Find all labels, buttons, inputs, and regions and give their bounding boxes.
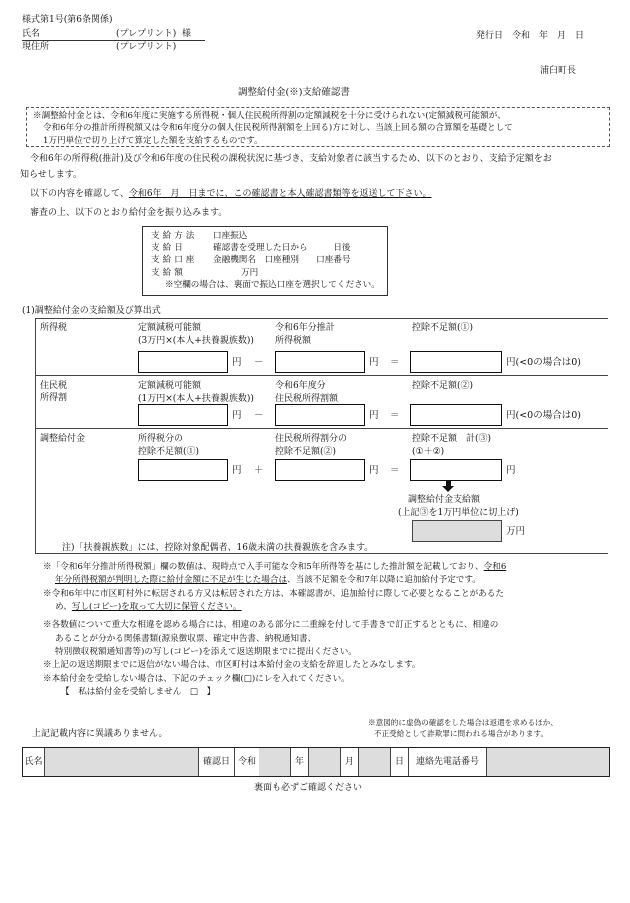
footer-note: 裏面も必ずご確認ください <box>254 783 363 793</box>
payment-date-value: 確認書を受理した日から 日後 <box>213 243 351 254</box>
form-number: 様式第1号(第6条関係) <box>22 15 113 25</box>
resident-tax-equals: ＝ <box>390 410 400 421</box>
income-tax-col2-line2: 所得税額 <box>275 336 312 346</box>
note-2-line-2: め、写し(コピー)を取って大切に保管ください。 <box>55 601 242 612</box>
resident-tax-col1-line1: 定額減税可能額 <box>138 381 202 391</box>
adjustment-unit-3: 円 <box>506 465 516 476</box>
calc-row-divider <box>35 428 608 429</box>
note-3-line-3: 特別徴収税額通知書等)の写し(コピー)を添えて返送期限までに提出ください。 <box>55 646 357 657</box>
adjustment-col1-line1: 所得税分の <box>138 434 184 444</box>
income-tax-unit-2: 円 <box>369 357 379 368</box>
calc-section-title: (1)調整給付金の支給額及び算出式 <box>22 306 161 316</box>
adjustment-plus: ＋ <box>254 465 264 476</box>
income-tax-reduction-box <box>138 351 228 373</box>
payment-amount-label: 支給額 <box>151 267 186 278</box>
adjustment-equals: ＝ <box>390 465 400 476</box>
sign-year-label: 年 <box>291 748 309 776</box>
note-1-line-2: 年分所得税額が判明した際に給付金額に不足が生じた場合は、当該不足額を令和7年以降に追加給付予定です。 <box>55 575 481 586</box>
payment-account-label: 支給口座 <box>151 255 198 266</box>
resident-tax-shortfall-box <box>410 404 502 426</box>
return-deadline: 令和6年 月 日までに、この確認書と本人確認書類等を返送して下さい。 <box>128 189 432 199</box>
intro-line-2: 知らせします。 <box>20 170 83 180</box>
income-tax-col2-line1: 令和6年分推計 <box>275 323 335 333</box>
name-label: 氏名 <box>22 29 41 39</box>
sign-day-label: 日 <box>391 748 409 776</box>
payment-method-label: 支給方法 <box>151 231 198 241</box>
payment-amount-value: 万円 <box>241 267 259 278</box>
income-tax-label: 所得税 <box>40 323 68 333</box>
adjustment-col1-line2: 控除不足額(①) <box>138 447 200 457</box>
resident-tax-unit-1: 円 <box>232 410 242 421</box>
income-tax-col1-line2: (3万円×(本人+扶養親族数)) <box>138 336 254 346</box>
final-amount-box <box>412 520 502 542</box>
resident-tax-reduction-box <box>138 404 228 426</box>
resident-tax-col2-line2: 住民税所得割額 <box>275 394 339 404</box>
income-tax-shortfall-box <box>410 351 502 373</box>
income-tax-unit-1: 円 <box>232 357 242 368</box>
definition-note <box>26 107 610 147</box>
name-underline <box>22 40 205 41</box>
final-amount-sublabel: (上記③を1万円単位に切上げ) <box>398 508 519 518</box>
signature-row <box>22 747 610 777</box>
resident-tax-label-1: 住民税 <box>40 381 68 391</box>
adjustment-unit-2: 円 <box>369 465 379 476</box>
warning-line-2: 不正受給として詐欺罪に問われる場合があります。 <box>374 729 549 738</box>
adjustment-unit-1: 円 <box>232 465 242 476</box>
intro-line-1: 令和6年の所得税(推計)及び令和6年度の住民税の課税状況に基づき、支給対象者に該当するため、以下のとおり、支給予定額をお <box>30 154 552 164</box>
payment-date-label: 支給日 <box>151 243 186 254</box>
adjustment-label: 調整給付金 <box>40 434 86 444</box>
sign-month-field[interactable] <box>309 748 341 776</box>
resident-tax-amount-box <box>275 404 365 426</box>
income-tax-estimate-box <box>275 351 365 373</box>
address-value: (プレプリント) <box>116 42 177 52</box>
notes-section <box>43 561 608 699</box>
income-tax-col3-line1: 控除不足額(①) <box>412 323 474 333</box>
sign-phone-label: 連絡先電話番号 <box>409 748 487 776</box>
note-2-line-1: ※令和6年中に市区町村外に転居される方又は転居された方は、本確認書が、追加給付に際して必要となることがあるた <box>43 588 504 599</box>
confirm-text: 上記記載内容に異議ありません。 <box>32 729 168 739</box>
resident-tax-label-2: 所得割 <box>40 393 68 403</box>
sign-name-label: 氏名 <box>23 748 45 776</box>
adjustment-col2-line1: 住民税所得割分の <box>275 434 348 444</box>
definition-line-1: ※調整給付金とは、令和6年度に実施する所得税・個人住民税所得割の定額減税を十分に受けられない(定額減税可能額が、 <box>33 111 506 121</box>
adjustment-col3-line2: (①＋②) <box>412 447 445 457</box>
note-3-line-1: ※各数値について重大な相違を認める場合には、相違のある部分に二重線を付して手書きで訂正するとともに、相違の <box>43 620 499 631</box>
address-label: 現住所 <box>22 42 50 52</box>
name-value: (プレプリント) <box>116 29 177 39</box>
payment-blank-note: ※空欄の場合は、裏面で振込口座を選択してください。 <box>165 279 380 290</box>
issue-date: 発行日 令和 年 月 日 <box>476 31 585 41</box>
document-title: 調整給付金(※)支給確認書 <box>238 87 350 98</box>
sign-day-field[interactable] <box>359 748 391 776</box>
sign-era: 令和 <box>237 756 256 767</box>
sign-date-label: 確認日 <box>199 748 235 776</box>
final-amount-unit: 万円 <box>506 526 526 537</box>
issuer: 浦臼町長 <box>540 66 577 76</box>
resident-tax-col2-line1: 令和6年度分 <box>275 381 326 391</box>
resident-tax-minus: － <box>254 410 264 421</box>
calc-row-divider <box>35 318 608 319</box>
resident-tax-col3-line1: 控除不足額(②) <box>412 381 474 391</box>
resident-tax-unit-2: 円 <box>369 410 379 421</box>
dependents-footnote: 注)「扶養親族数」には、控除対象配偶者、16歳未満の扶養親族を含みます。 <box>62 543 374 553</box>
adjustment-income-box <box>138 459 228 481</box>
income-tax-minus: － <box>254 357 264 368</box>
return-prefix: 以下の内容を確認して、 <box>30 189 129 199</box>
note-5: ※本給付金を受給しない場合は、下記のチェック欄(□)にレを入れてください。 <box>43 673 350 684</box>
sign-year-field[interactable] <box>259 748 291 776</box>
name-suffix: 様 <box>182 29 192 39</box>
calc-row-divider <box>35 375 608 376</box>
note-3-line-2: あることが分かる関係書類(源泉徴収票、確定申告書、納税通知書、 <box>55 633 317 644</box>
intro-return-instruction <box>30 188 432 200</box>
decline-checkbox-line[interactable]: 【 私は給付金を受給しません □ 】 <box>61 686 216 697</box>
resident-tax-col1-line2: (1万円×(本人+扶養親族数)) <box>138 394 254 404</box>
sign-phone-field[interactable] <box>487 748 609 776</box>
intro-review: 審査の上、以下のとおり給付金を振り込みます。 <box>30 208 228 218</box>
resident-tax-result-note: 円(<0の場合は0) <box>506 410 581 421</box>
sign-name-field[interactable] <box>45 748 199 776</box>
adjustment-col2-line2: 控除不足額(②) <box>275 447 337 457</box>
definition-line-2: 令和6年分の推計所得税額又は令和6年度分の個人住民税所得割額を上回る)方に対し、当該上回る額の合算額を基礎として <box>43 123 513 134</box>
adjustment-resident-box <box>275 459 365 481</box>
note-1-line-1: ※「令和6年分推計所得税額」欄の数値は、現時点で入手可能な令和5年所得等を基にした推計額を記載しており、令和6 <box>43 562 507 572</box>
note-4: ※上記の返送期限までに返信がない場合は、市区町村は本給付金の支給を辞退したとみなします。 <box>43 660 421 671</box>
warning-line-1: ※意図的に虚偽の確認をした場合は返還を求めるほか、 <box>368 718 558 727</box>
final-amount-label: 調整給付金支給額 <box>408 495 481 505</box>
income-tax-result-note: 円(<0の場合は0) <box>506 357 581 368</box>
sign-month-label: 月 <box>341 748 359 776</box>
definition-line-3: 1万円単位で切り上げて算定した額を支給するものです。 <box>43 135 263 146</box>
payment-method-value: 口座振込 <box>213 231 248 241</box>
adjustment-col3-line1: 控除不足額 計(③) <box>412 434 492 444</box>
payment-info-box <box>142 226 388 296</box>
income-tax-col1-line1: 定額減税可能額 <box>138 323 202 333</box>
income-tax-equals: ＝ <box>390 357 400 368</box>
adjustment-total-box <box>410 459 502 481</box>
payment-account-value: 金融機関名 口座種別 口座番号 <box>213 255 351 266</box>
